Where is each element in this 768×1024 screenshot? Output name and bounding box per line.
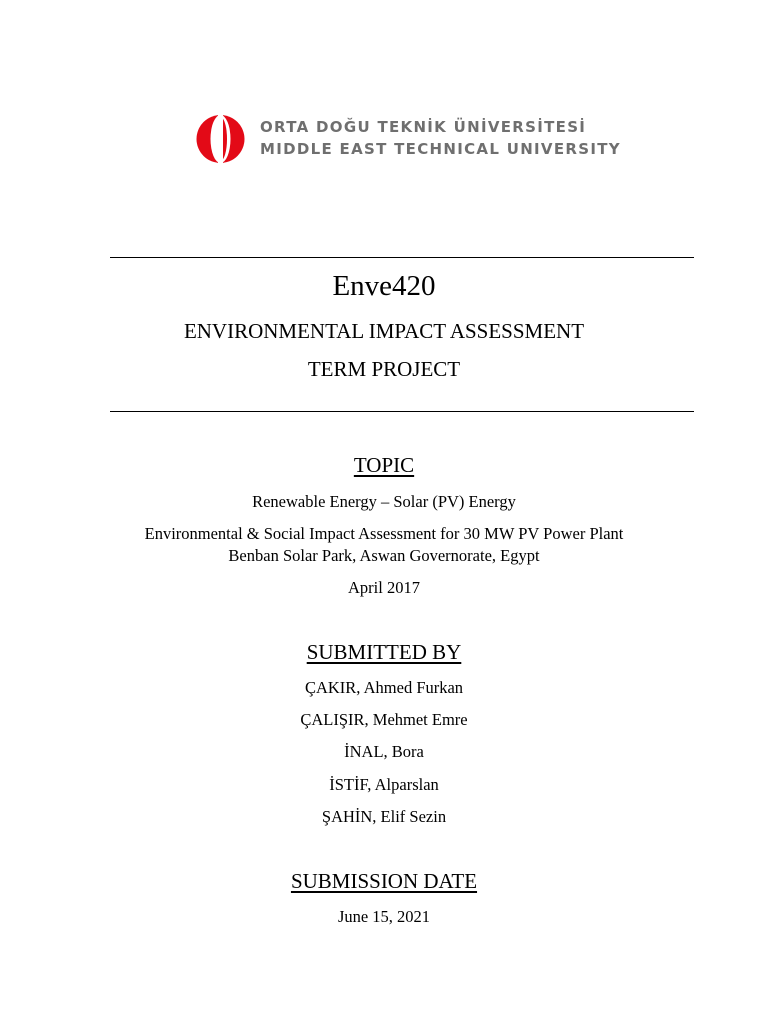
author-name: İSTİF, Alparslan bbox=[329, 775, 439, 794]
author-name: ÇALIŞIR, Mehmet Emre bbox=[300, 710, 468, 729]
university-name-en: MIDDLE EAST TECHNICAL UNIVERSITY bbox=[260, 140, 621, 158]
author-name: ÇAKIR, Ahmed Furkan bbox=[304, 678, 464, 697]
metu-emblem-icon bbox=[190, 113, 252, 165]
top-divider bbox=[110, 257, 694, 258]
university-name bbox=[260, 116, 621, 160]
submission-date-heading: SUBMISSION DATE bbox=[290, 869, 478, 893]
university-logo bbox=[190, 113, 620, 165]
author-name: ŞAHİN, Elif Sezin bbox=[321, 807, 447, 826]
submitted-by-heading: SUBMITTED BY bbox=[306, 640, 462, 664]
course-title: ENVIRONMENTAL IMPACT ASSESSMENT bbox=[183, 319, 585, 343]
topic-line-3: Benban Solar Park, Aswan Governorate, Egypt bbox=[228, 546, 540, 565]
topic-date: April 2017 bbox=[348, 578, 420, 597]
topic-line-2: Environmental & Social Impact Assessment for 30 MW PV Power Plant bbox=[144, 524, 624, 543]
topic-line-1: Renewable Energy – Solar (PV) Energy bbox=[252, 492, 516, 511]
author-name: İNAL, Bora bbox=[344, 742, 424, 761]
bottom-divider bbox=[110, 411, 694, 412]
course-subtitle: TERM PROJECT bbox=[307, 357, 461, 381]
submission-date: June 15, 2021 bbox=[337, 907, 431, 926]
topic-heading: TOPIC bbox=[353, 453, 415, 477]
course-code: Enve420 bbox=[332, 270, 436, 302]
university-name-tr: ORTA DOĞU TEKNİK ÜNİVERSİTESİ bbox=[260, 118, 587, 136]
